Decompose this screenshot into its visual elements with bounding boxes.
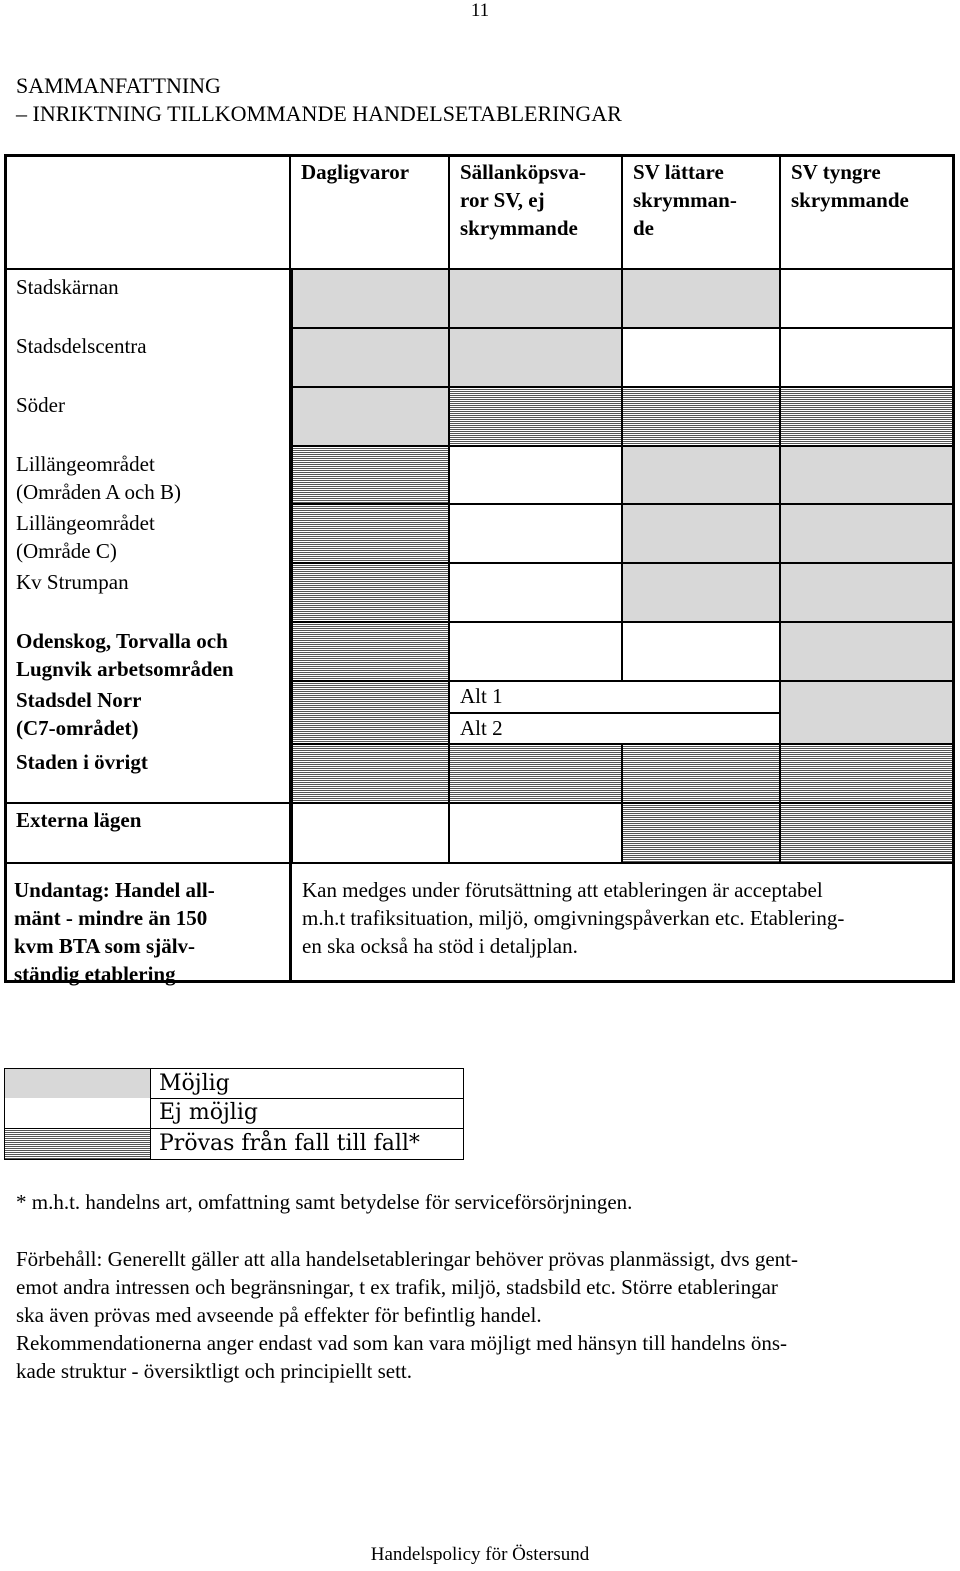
legend-swatch-possible [5,1069,151,1098]
recommendation-table [4,154,955,986]
cell-norr-daglig [291,680,448,745]
alt2-label: Alt 2 [460,716,503,740]
title-line-2: – INRIKTNING TILLKOMMANDE HANDELSETABLERINGAR [16,101,622,126]
cell-lillange-ab-sallan [448,445,621,505]
legend-label-case-by-case: Prövas från fall till fall* [159,1131,420,1156]
exception-text-cell: Kan medges under förutsättning att etableringen är acceptabel m.h.t trafiksituation, miljö, omgivningspåverkan etc. Etablering- en ska också ha stöd i detaljplan. [289,862,955,983]
header-dagligvaror: Dagligvaror [289,154,448,270]
cell-strumpan-tyngre [779,562,955,623]
legend [4,1068,464,1160]
cell-norr-alt2 [448,712,779,745]
cell-strumpan-lattare [621,562,779,623]
cell-strumpan-sallan [448,562,621,623]
cell-externa-sallan [448,802,621,864]
cell-soder-lattare [621,386,779,447]
page-footer: Handelspolicy för Östersund [370,1544,590,1565]
cell-soder-tyngre [779,386,955,447]
legend-swatch-case-by-case [5,1129,151,1159]
cell-norr-tyngre [779,680,955,745]
header-sv-tyngre: SV tyngre skrymmande [779,154,955,270]
alt1-label: Alt 1 [460,684,503,708]
cell-ovrigt-sallan [448,743,621,804]
reservation-text: Förbehåll: Generellt gäller att alla handelsetableringar behöver prövas planmässigt, dvs gent- emot andra intressen och begränsningar, t ex trafik, miljö, stadsbild etc. Större etableringar ska även prövas med avseende på effekter för befintlig handel. Rekommendationerna anger endast vad som kan vara möjligt med hänsyn till handelns öns- kade struktur - översiktligt och principiellt sett. [16,1247,798,1383]
legend-row-not-possible [4,1098,464,1129]
row-label-odenskog-2: Lugnvik arbetsområden [16,657,234,681]
cell-soder-sallan [448,386,621,447]
label-divider-externa [4,802,291,804]
page-title [16,72,622,128]
row-label-soder: Söder [16,393,65,417]
cell-externa-lattare [621,802,779,864]
row-label-lillange-c-2: (Område C) [16,539,117,563]
row-label-ovrigt: Staden i övrigt [16,750,148,774]
cell-lillange-ab-tyngre [779,445,955,505]
cell-odenskog-lattare [621,621,779,682]
row-label-stadskarnan: Stadskärnan [16,275,119,299]
cell-lillange-c-lattare [621,503,779,564]
cell-stadskarnan-tyngre [779,270,955,329]
row-label-externa: Externa lägen [16,808,142,832]
cell-externa-daglig [291,802,448,864]
legend-swatch-not-possible [5,1098,151,1128]
row-label-lillange-ab-1: Lillängeområdet [16,452,155,476]
cell-stadsdel-daglig [291,327,448,388]
cell-norr-alt1 [448,680,779,714]
row-label-kv-strumpan: Kv Strumpan [16,570,129,594]
cell-strumpan-daglig [291,562,448,623]
cell-ovrigt-tyngre [779,743,955,804]
cell-stadskarnan-lattare [621,270,779,329]
legend-row-possible [4,1068,464,1099]
exception-label-cell: Undantag: Handel all- mänt - mindre än 150 kvm BTA som själv- ständig etablering [4,862,291,983]
header-sallankop: Sällanköpsva- ror SV, ej skrymmande [448,154,621,270]
page-number: 11 [470,0,490,21]
legend-label-not-possible: Ej möjlig [159,1100,258,1125]
legend-label-possible: Möjlig [159,1071,230,1096]
footnote: * m.h.t. handelns art, omfattning samt betydelse för serviceförsörjningen. [16,1190,633,1214]
cell-odenskog-tyngre [779,621,955,682]
cell-lillange-c-sallan [448,503,621,564]
cell-ovrigt-lattare [621,743,779,804]
row-label-lillange-ab-2: (Områden A och B) [16,480,182,504]
cell-soder-daglig [291,386,448,447]
row-label-norr-1: Stadsdel Norr [16,688,142,712]
row-label-odenskog-1: Odenskog, Torvalla och [16,629,228,653]
cell-externa-tyngre [779,802,955,864]
cell-lillange-c-tyngre [779,503,955,564]
cell-odenskog-sallan [448,621,621,682]
row-label-norr-2: (C7-området) [16,716,139,740]
legend-row-case-by-case [4,1129,464,1160]
cell-lillange-ab-lattare [621,445,779,505]
header-sv-lattare: SV lättare skrymman- de [621,154,779,270]
cell-odenskog-daglig [291,621,448,682]
row-label-stadsdelscentra: Stadsdelscentra [16,334,147,358]
title-line-1: SAMMANFATTNING [16,73,221,98]
cell-lillange-c-daglig [291,503,448,564]
cell-stadsdel-sallan [448,327,621,388]
cell-ovrigt-daglig [291,743,448,804]
cell-stadskarnan-daglig [291,270,448,329]
row-label-lillange-c-1: Lillängeområdet [16,511,155,535]
cell-stadskarnan-sallan [448,270,621,329]
cell-stadsdel-lattare [621,327,779,388]
cell-lillange-ab-daglig [291,445,448,505]
cell-stadsdel-tyngre [779,327,955,388]
